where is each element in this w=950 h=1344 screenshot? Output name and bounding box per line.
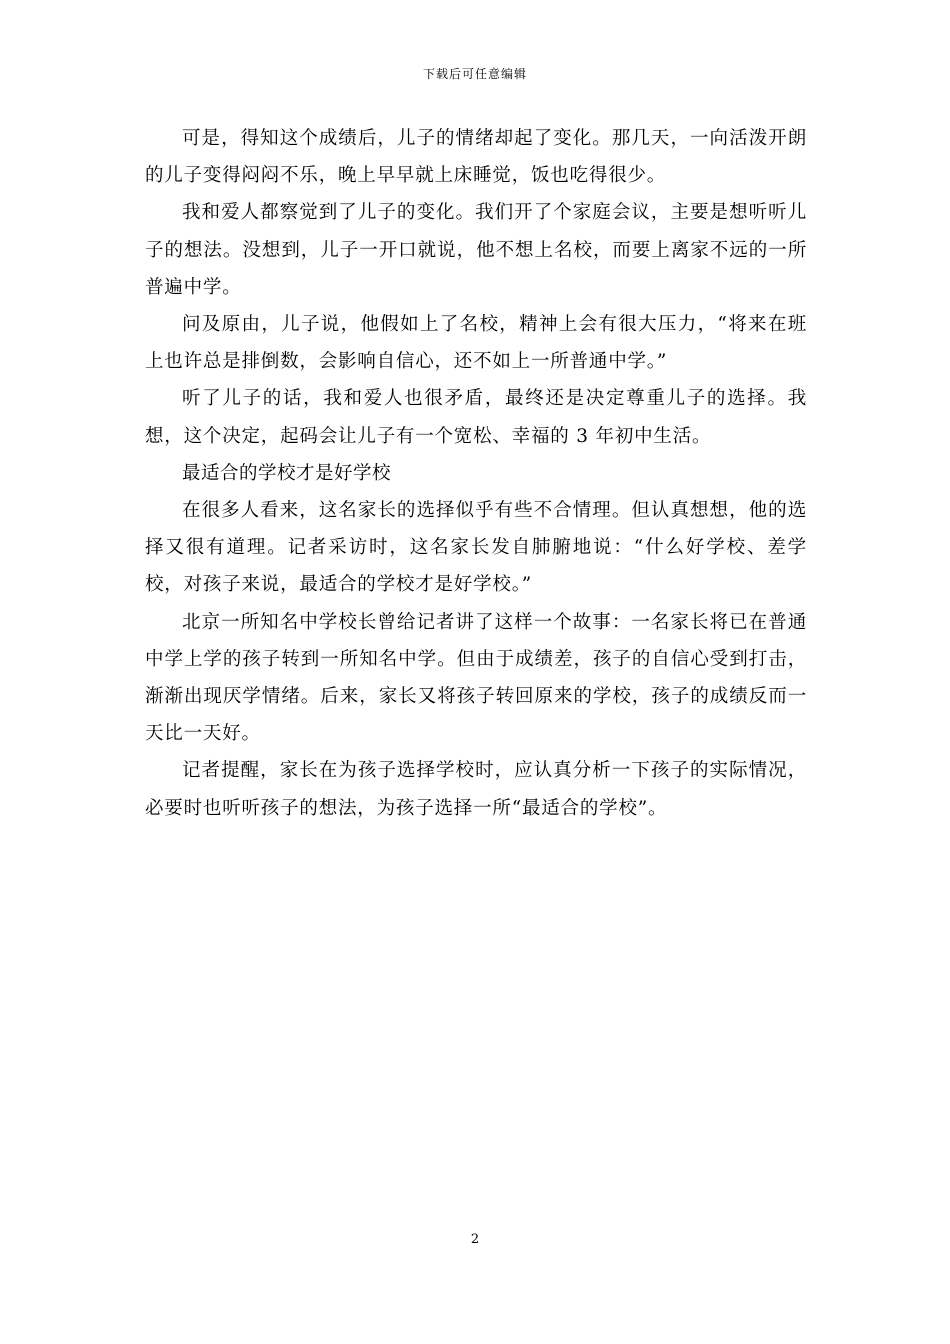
header-note: 下载后可任意编辑 [422,67,527,81]
paragraph: 记者提醒，家长在为孩子选择学校时，应认真分析一下孩子的实际情况，必要时也听听孩子的想法，为孩子选择一所“最适合的学校”。 [145,760,807,819]
paragraph: 在很多人看来，这名家长的选择似乎有些不合情理。但认真想想，他的选择又很有道理。记者采访时，这名家长发自肺腑地说：“什么好学校、差学校，对孩子来说，最适合的学校才是好学校。” [145,500,807,596]
paragraph: 北京一所知名中学校长曾给记者讲了这样一个故事：一名家长将已在普通中学上学的孩子转到一所知名中学。但由于成绩差，孩子的自信心受到打击，渐渐出现厌学情绪。后来，家长又将孩子转回原来的学校，孩子的成绩反而一天比一天好。 [145,611,807,745]
body-text [145,120,807,827]
paragraph: 问及原由，儿子说，他假如上了名校，精神上会有很大压力，“将来在班上也许总是排倒数，会影响自信心，还不如上一所普通中学。” [145,314,807,373]
paragraph: 可是，得知这个成绩后，儿子的情绪却起了变化。那几天，一向活泼开朗的儿子变得闷闷不乐，晚上早早就上床睡觉，饭也吃得很少。 [145,128,807,187]
paragraph: 我和爱人都察觉到了儿子的变化。我们开了个家庭会议，主要是想听听儿子的想法。没想到，儿子一开口就说，他不想上名校，而要上离家不远的一所普遍中学。 [145,202,807,298]
page-number: 2 [470,1232,480,1247]
paragraph: 听了儿子的话，我和爱人也很矛盾，最终还是决定尊重儿子的选择。我想，这个决定，起码会让儿子有一个宽松、幸福的 3 年初中生活。 [145,388,807,447]
section-heading: 最适合的学校才是好学校 [182,462,392,484]
